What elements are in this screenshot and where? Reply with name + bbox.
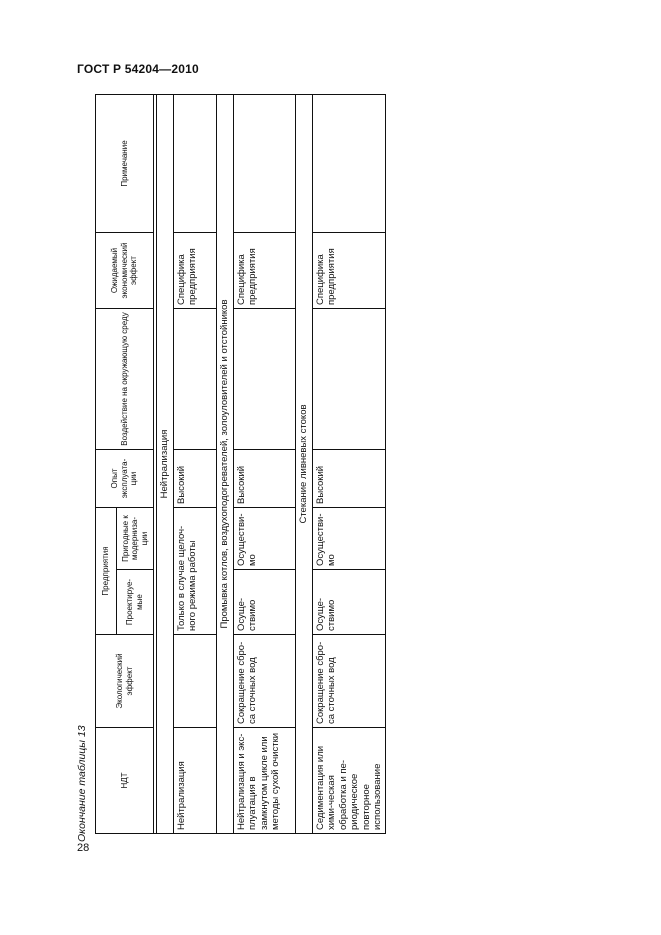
cell-impact	[313, 309, 386, 450]
table-caption: Окончание таблицы 13	[76, 725, 88, 842]
page-number: 28	[77, 842, 90, 854]
cell-modernizable: Осуществи-мо	[313, 508, 386, 570]
section-stormwater: Стекание ливневых стоков	[296, 95, 313, 834]
col-econ-effect: Ожидаемый экономический эффект	[96, 233, 154, 309]
col-experience: Опыт эксплуата-ции	[96, 450, 154, 508]
cell-eco-effect: Сокращение сбро-са сточных вод	[313, 635, 386, 728]
cell-designed: Осуще-ствимо	[234, 570, 296, 635]
cell-econ-effect: Специфика предприятия	[234, 233, 296, 309]
cell-eco-effect	[174, 635, 217, 728]
col-ndt: НДТ	[96, 728, 154, 834]
cell-note	[313, 95, 386, 233]
cell-experience: Высокий	[313, 450, 386, 508]
cell-note	[174, 95, 217, 233]
section-boiler-washing: Промывка котлов, воздухоподогревателей, золоуловителей и отстойников	[217, 95, 234, 834]
table-row	[234, 95, 296, 834]
cell-eco-effect: Сокращение сбро-са сточных вод	[234, 635, 296, 728]
cell-econ-effect: Специфика предприятия	[313, 233, 386, 309]
table-row	[174, 95, 217, 834]
document-id: ГОСТ Р 54204—2010	[77, 62, 199, 76]
cell-note	[234, 95, 296, 233]
col-designed: Проектируе-мые	[117, 570, 154, 635]
cell-designed: Осуще-ствимо	[313, 570, 386, 635]
cell-impact	[234, 309, 296, 450]
col-note: Примечание	[96, 95, 154, 233]
cell-experience: Высокий	[234, 450, 296, 508]
col-impact: Воздействие на окружающую среду	[96, 309, 154, 450]
cell-econ-effect: Специфика предприятия	[174, 233, 217, 309]
cell-impact	[174, 309, 217, 450]
cell-experience: Высокий	[174, 450, 217, 508]
col-eco-effect: Экологический эффект	[96, 635, 154, 728]
table-row	[313, 95, 386, 834]
cell-designed: Только в случае щелоч-ного режима работы	[174, 508, 217, 635]
cell-ndt: Седиментация или хими-ческая обработка и пе-риодическое повторное использование	[313, 728, 386, 834]
cell-ndt: Нейтрализация и экс-плуатация в замкнутом цикле или методы сухой очистки	[234, 728, 296, 834]
col-enterprises: Предприятия	[96, 508, 117, 635]
rotated-table	[95, 95, 382, 834]
ndt-table	[95, 94, 386, 834]
section-neutralization: Нейтрализация	[157, 95, 174, 834]
col-modernizable: Пригодные к модерниза-ции	[117, 508, 154, 570]
cell-modernizable: Осуществи-мо	[234, 508, 296, 570]
cell-ndt: Нейтрализация	[174, 728, 217, 834]
